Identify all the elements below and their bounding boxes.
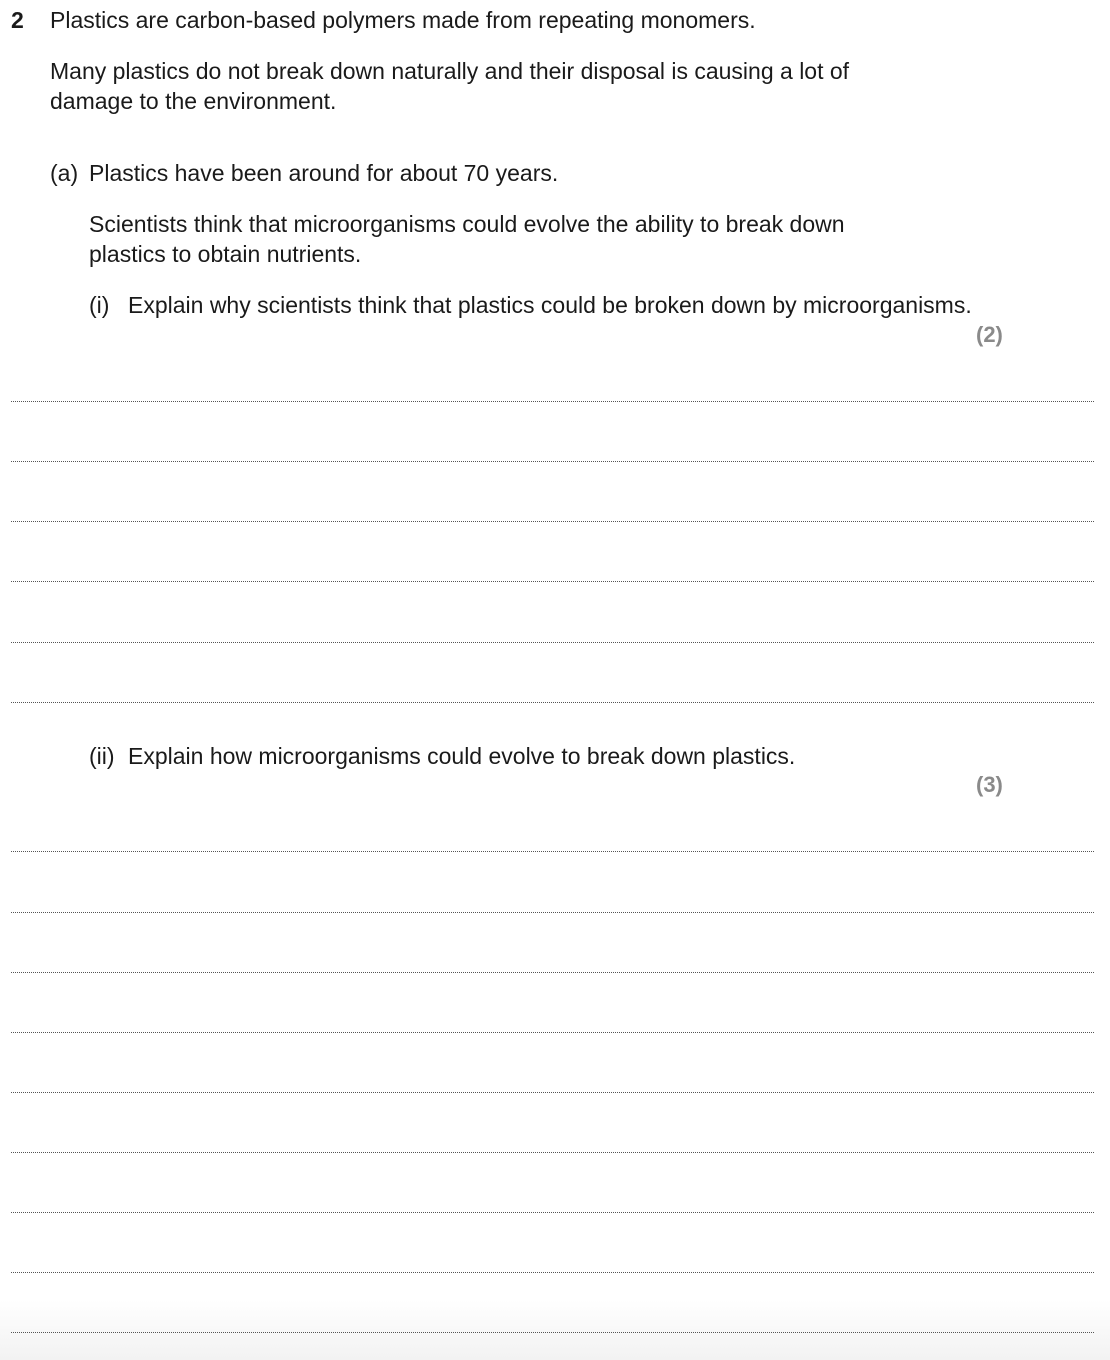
answer-line[interactable] [11,1092,1094,1093]
sub-question-i-marks: (2) [976,322,1003,347]
answer-line[interactable] [11,1032,1094,1033]
answer-line[interactable] [11,702,1094,703]
sub-question-i-label: (i) [89,292,110,318]
part-a-context-line-1: Scientists think that microorganisms could evolve the ability to break down [89,211,845,237]
part-a-statement: Plastics have been around for about 70 years. [89,160,559,186]
answer-line[interactable] [11,521,1094,522]
answer-line[interactable] [11,1332,1094,1333]
part-a-label: (a) [50,160,79,186]
answer-line[interactable] [11,581,1094,582]
answer-line[interactable] [11,972,1094,973]
sub-question-ii-label: (ii) [89,743,115,769]
answer-line[interactable] [11,642,1094,643]
question-number: 2 [11,7,24,33]
answer-line[interactable] [11,1212,1094,1213]
question-context-line-1: Many plastics do not break down naturally and their disposal is causing a lot of [50,58,850,84]
answer-line[interactable] [11,1272,1094,1273]
answer-line[interactable] [11,1152,1094,1153]
answer-line[interactable] [11,461,1094,462]
question-intro: Plastics are carbon-based polymers made from repeating monomers. [50,7,756,33]
question-context-line-2: damage to the environment. [50,88,337,114]
answer-line[interactable] [11,401,1094,402]
answer-line[interactable] [11,851,1094,852]
sub-question-ii-marks: (3) [976,772,1003,797]
sub-question-ii-prompt: Explain how microorganisms could evolve to break down plastics. [128,743,796,769]
part-a-context-line-2: plastics to obtain nutrients. [89,241,362,267]
sub-question-i-prompt: Explain why scientists think that plastics could be broken down by microorganisms. [128,292,972,318]
answer-line[interactable] [11,912,1094,913]
